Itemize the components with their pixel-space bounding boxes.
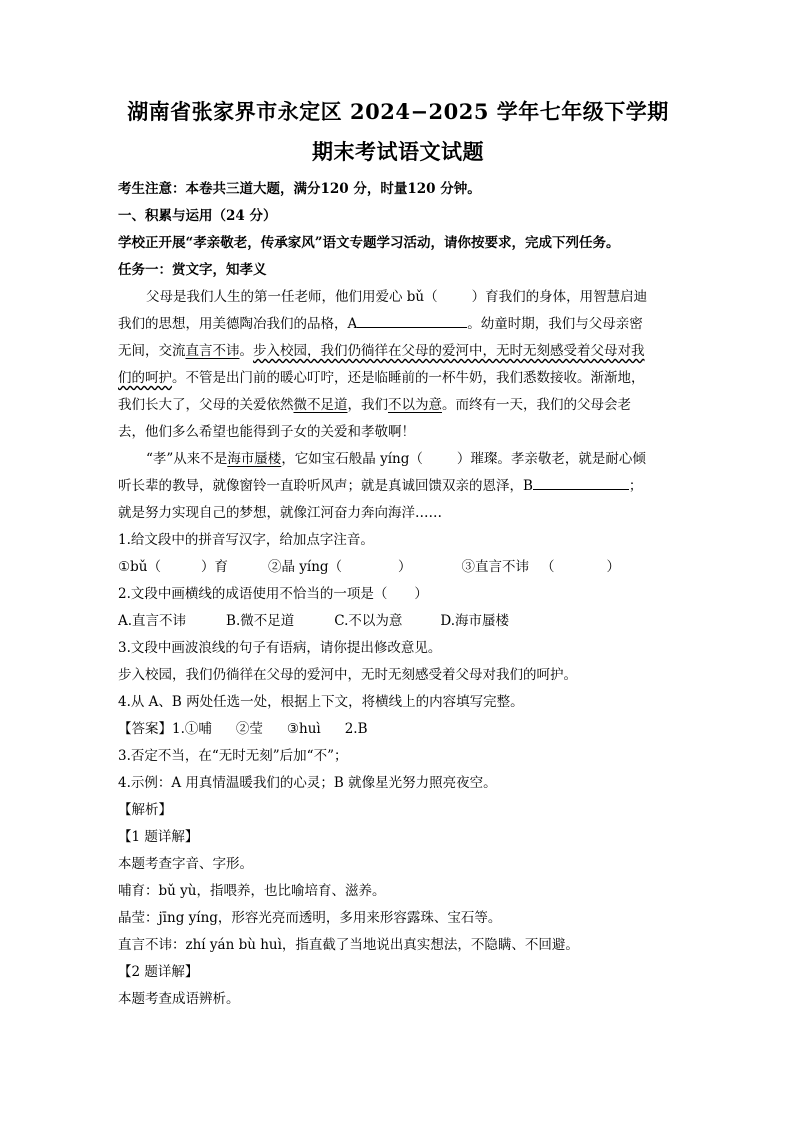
exam-notice: 考生注意：本卷共三道大题，满分120 分，时量120 分钟。 [118, 181, 481, 197]
q2-option-c: C.不以为意 [334, 613, 403, 629]
answer-part: ③huì [286, 721, 321, 737]
detail-text: 哺育：bǔ yù，指喂养，也比喻培育、滋养。 [118, 883, 386, 899]
answer-part: 【答案】1.①哺 [118, 721, 212, 737]
activity-intro: 学校正开展“孝亲敬老，传承家风”语文专题学习活动，请你按要求，完成下列任务。 [118, 235, 620, 251]
passage-text: ，我们 [347, 397, 388, 413]
task-heading: 任务一：赏文字，知孝义 [118, 262, 267, 278]
underlined-idiom: 海市蜃楼 [227, 451, 282, 467]
wavy-sentence: 步入校园，我们仍徜徉在父母的爱河中，无时无刻感受着父母对我 [253, 343, 645, 359]
analysis-heading: 【解析】 [118, 802, 172, 818]
detail-text: 直言不讳：zhí yán bù huì，指直截了当地说出真实想法，不隐瞒、不回避。 [118, 937, 579, 953]
passage-paragraph-2 [118, 446, 678, 527]
detail-1-heading: 【1 题详解】 [118, 829, 199, 845]
answer-part: 2.B [344, 721, 368, 737]
exam-page [118, 90, 678, 1013]
question-2: 2.文段中画横线的成语使用不恰当的一项是（ ） [118, 586, 428, 602]
section-heading: 一、积累与运用（24 分） [118, 208, 277, 224]
q1-option: ②晶 yíng（ [267, 559, 343, 575]
passage-text: 无间，交流 [118, 343, 186, 359]
q1-option: （ [541, 559, 555, 575]
detail-text: 本题考查字音、字形。 [118, 856, 253, 872]
passage-paragraph-1 [118, 284, 678, 446]
blank-a [357, 313, 467, 328]
passage-text: 就是努力实现自己的梦想，就像江河奋力奔向海洋…… [118, 505, 442, 521]
passage-text: 。不管是出门前的暖心叮咛，还是临睡前的一杯牛奶，我们悉数接收。渐渐地， [172, 370, 645, 386]
q1-option: ）育 [200, 559, 228, 575]
detail-text: 晶莹：jīng yíng，形容光亮而透明，多用来形容露珠、宝石等。 [118, 910, 502, 926]
passage-text: 。幼童时期，我们与父母亲密 [467, 316, 643, 332]
detail-text: 本题考查成语辨析。 [118, 991, 240, 1007]
answer-part: ②莹 [235, 721, 263, 737]
passage-text: 。而终有一天，我们的父母会老 [442, 397, 631, 413]
underlined-idiom: 不以为意 [388, 397, 442, 413]
blank-b [533, 475, 629, 490]
passage-text: ； [628, 478, 643, 494]
q2-option-d: D.海市蜃楼 [440, 613, 510, 629]
exam-title-line-2: 期末考试语文试题 [312, 139, 484, 164]
exam-title-line-1: 湖南省张家界市永定区 2024−2025 学年七年级下学期 [127, 99, 669, 124]
q1-option: ①bǔ（ [118, 559, 161, 575]
q1-option: ） [606, 559, 621, 575]
question-1-options [118, 554, 678, 581]
answer-4: 4.示例：A 用真情温暖我们的心灵；B 就像星光努力照亮夜空。 [118, 775, 497, 791]
passage-text: 父母是我们人生的第一任老师，他们用爱心 bǔ（ [146, 289, 438, 305]
detail-2-heading: 【2 题详解】 [118, 964, 199, 980]
question-4: 4.从 A、B 两处任选一处，根据上下文，将横线上的内容填写完整。 [118, 694, 524, 710]
passage-text: ，它如宝石般晶 yíng（ [281, 451, 423, 467]
question-3-sentence: 步入校园，我们仍徜徉在父母的爱河中，无时无刻感受着父母对我们的呵护。 [118, 667, 577, 683]
underlined-idiom: 微不足道 [293, 397, 348, 413]
q1-option: ） [398, 559, 412, 575]
passage-text: 。 [239, 343, 253, 359]
passage-text: 听长辈的教导，就像窗铃一直聆听风声；就是真诚回馈双亲的恩泽，B [118, 478, 533, 494]
q1-option: ③直言不讳 [461, 559, 530, 575]
question-3: 3.文段中画波浪线的句子有语病，请你提出修改意见。 [118, 640, 442, 656]
passage-text: ）育我们的身体，用智慧启迪 [471, 289, 648, 305]
passage-text: 我们长大了，父母的关爱依然 [118, 397, 294, 413]
question-2-options [118, 608, 678, 635]
passage-text: 我们的思想，用美德陶冶我们的品格，A [118, 316, 358, 332]
answer-line [118, 716, 678, 743]
passage-text: 去，他们多么希望也能得到子女的关爱和孝敬啊！ [118, 424, 415, 440]
q2-option-b: B.微不足道 [226, 613, 295, 629]
wavy-sentence: 们的呵护 [118, 370, 172, 386]
passage-text: “孝”从来不是 [146, 451, 228, 467]
answer-3: 3.否定不当，在“无时无刻”后加“不”； [118, 748, 348, 764]
q2-option-a: A.直言不讳 [118, 613, 187, 629]
underlined-idiom: 直言不讳 [185, 343, 240, 359]
passage-text: ）璀璨。孝亲敬老，就是耐心倾 [456, 451, 646, 467]
question-1: 1.给文段中的拼音写汉字，给加点字注音。 [118, 532, 374, 548]
